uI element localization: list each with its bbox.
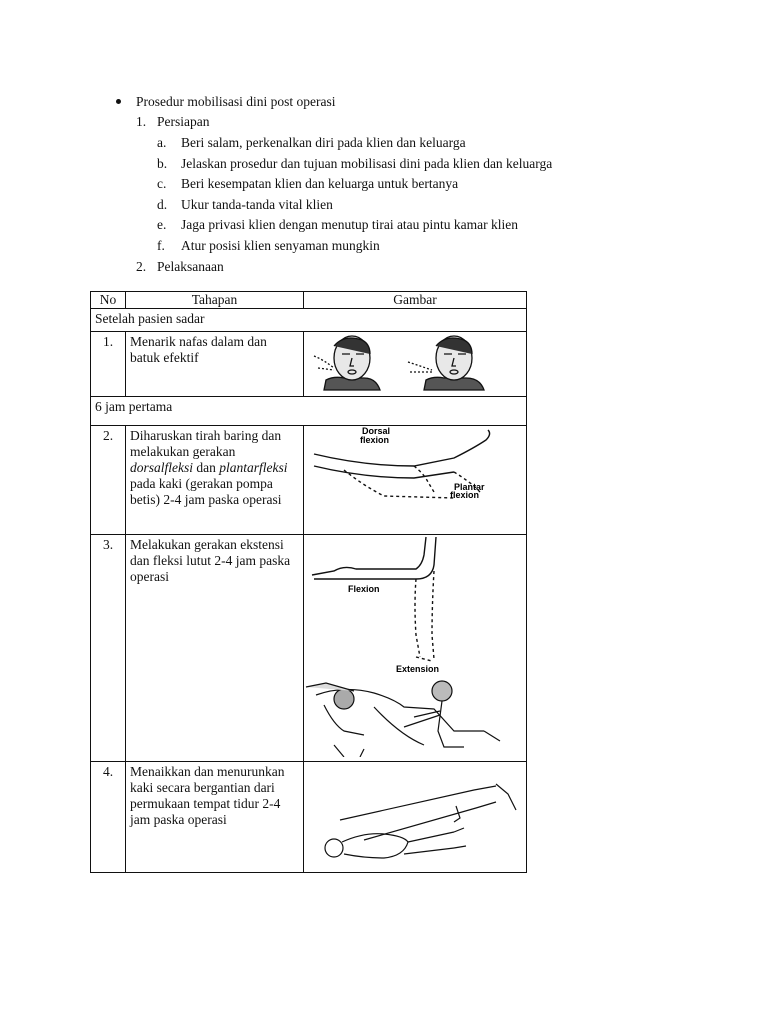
row-number: 2. [91,426,126,535]
procedure-title: Prosedur mobilisasi dini post operasi [136,94,336,109]
row-number: 3. [91,535,126,762]
sublist-letter-b: b. [157,156,168,171]
sublist-item-b: Jelaskan prosedur dan tujuan mobilisasi dini pada klien dan keluarga [181,156,553,171]
label-plantar: Plantar [454,482,485,492]
step-term-dorsalfleksi: dorsalfleksi [130,460,193,475]
leg-raise-figure-cell [304,762,527,873]
deep-breathing-illustration [304,332,526,392]
sublist-item-c: Beri kesempatan klien dan keluarga untuk bertanya [181,176,459,191]
label-flexion-top: flexion [360,435,390,445]
leg-raise-illustration [304,762,526,868]
table-row [91,535,527,762]
row-step-text: Menarik nafas dalam dan batuk efektif [126,332,304,397]
breathing-figure-cell [304,332,527,397]
ankle-figure-cell [304,426,527,535]
label-flexion-bottom: flexion [450,490,480,500]
list-number-1: 1. [136,114,147,129]
label-dorsal: Dorsal [362,426,391,436]
table-header-row [91,292,527,309]
step-text-part: Diharuskan tirah baring dan melakukan gerakan [130,428,282,459]
section-row-setelah-sadar [91,309,527,332]
header-gambar: Gambar [304,292,527,309]
header-tahapan: Tahapan [126,292,304,309]
sublist-item-e: Jaga privasi klien dengan menutup tirai atau pintu kamar klien [181,217,519,232]
table-row [91,426,527,535]
row-number: 1. [91,332,126,397]
sublist-item-a: Beri salam, perkenalkan diri pada klien dan keluarga [181,135,466,150]
label-knee-extension: Extension [396,664,440,674]
sublist-item-d: Ukur tanda-tanda vital klien [181,197,333,212]
sublist-letter-e: e. [157,217,167,232]
sublist-letter-c: c. [157,176,167,191]
label-knee-flexion: Flexion [348,584,380,594]
header-no: No [91,292,126,309]
section-label: 6 jam pertama [91,397,527,426]
knee-figure-cell [304,535,527,762]
list-label-persiapan: Persiapan [157,114,210,129]
knee-flexion-illustration [304,535,526,757]
list-number-2: 2. [136,259,147,274]
procedure-table [90,291,527,873]
row-step-text [126,426,304,535]
row-step-text: Melakukan gerakan ekstensi dan fleksi lutut 2-4 jam paska operasi [126,535,304,762]
step-term-plantarfleksi: plantarfleksi [219,460,288,475]
table-row [91,332,527,397]
sublist-item-f: Atur posisi klien senyaman mungkin [181,238,380,253]
step-text-part: pada kaki (gerakan pompa betis) 2-4 jam paska operasi [130,476,282,507]
section-label: Setelah pasien sadar [91,309,527,332]
section-row-6-jam [91,397,527,426]
list-label-pelaksanaan: Pelaksanaan [157,259,224,274]
sublist-letter-d: d. [157,197,168,212]
bullet-dot [116,99,121,104]
sublist-letter-a: a. [157,135,167,150]
step-text-part: dan [196,460,216,475]
row-step-text: Menaikkan dan menurunkan kaki secara bergantian dari permukaan tempat tidur 2-4 jam paska operasi [126,762,304,873]
sublist-letter-f: f. [157,238,165,253]
table-row [91,762,527,873]
ankle-pump-illustration [304,426,526,530]
row-number: 4. [91,762,126,873]
